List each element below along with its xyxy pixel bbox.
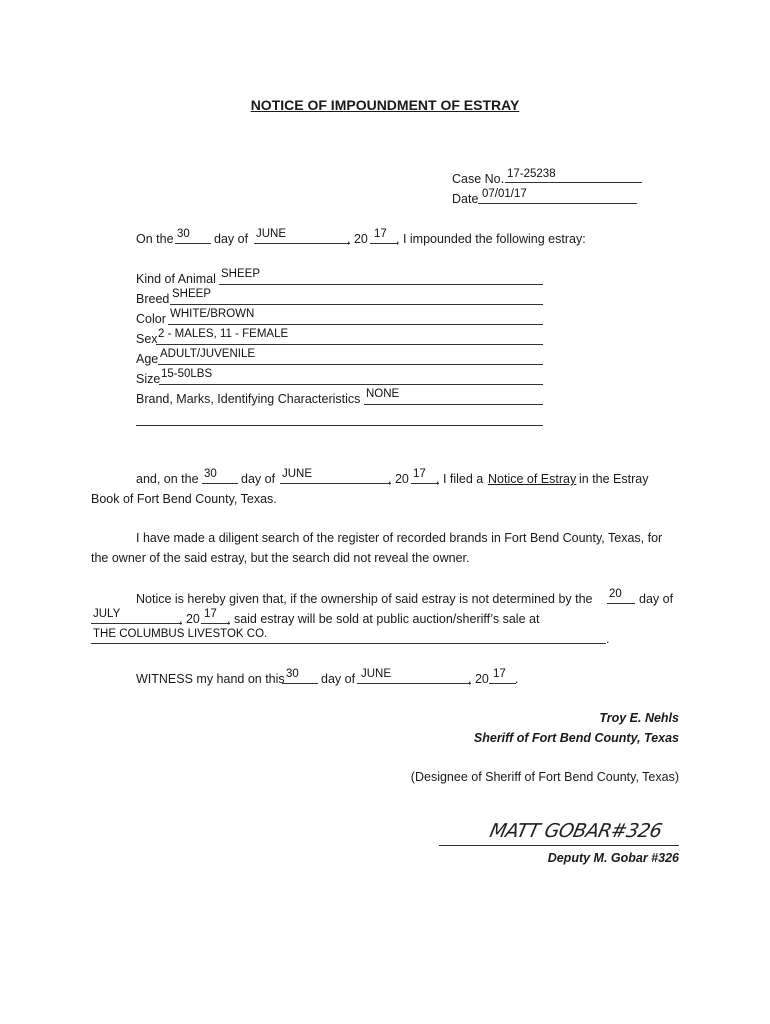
sex-line xyxy=(156,344,543,345)
deputy-signature: MATT GOBAR#326 xyxy=(487,820,664,842)
deputy-name: Deputy M. Gobar #326 xyxy=(547,851,679,865)
color-label: Color xyxy=(136,312,166,326)
brand-line xyxy=(364,404,543,405)
impound-month: JUNE xyxy=(256,228,287,240)
witness-day: 30 xyxy=(286,668,299,680)
sale-year-line xyxy=(201,623,230,624)
sale-year-prefix: , 20 xyxy=(179,612,200,626)
impound-year: 17 xyxy=(374,228,387,240)
witness-period: . xyxy=(515,672,519,686)
filed-i-filed: , I filed a xyxy=(436,472,484,486)
filed-year-prefix: , 20 xyxy=(388,472,409,486)
sale-period: . xyxy=(606,632,610,646)
sale-line2-tail: , said estray will be sold at public auction/sheriff’s sale at xyxy=(227,612,540,626)
impound-day: 30 xyxy=(177,228,190,240)
filed-line2: Book of Fort Bend County, Texas. xyxy=(91,492,277,506)
breed-label: Breed xyxy=(136,292,170,306)
filed-year-line xyxy=(411,483,439,484)
witness-day-line xyxy=(282,683,318,684)
filed-year: 17 xyxy=(413,468,426,480)
search-line1: I have made a diligent search of the register of recorded brands in Fort Bend County, Texas, for xyxy=(136,531,663,545)
date-label: Date xyxy=(452,192,479,206)
brand-value: NONE xyxy=(366,388,400,400)
signature-line xyxy=(439,845,679,846)
kind-line xyxy=(219,284,543,285)
impound-year-prefix: , 20 xyxy=(347,232,368,246)
brand-label: Brand, Marks, Identifying Characteristics xyxy=(136,392,361,406)
filed-month: JUNE xyxy=(282,468,313,480)
filed-day-line xyxy=(202,483,238,484)
age-line xyxy=(158,364,543,365)
impound-tail: , I impounded the following estray: xyxy=(396,232,586,246)
case-line xyxy=(505,182,642,183)
witness-year-line xyxy=(489,683,516,684)
age-value: ADULT/JUVENILE xyxy=(160,348,256,360)
impound-day-line xyxy=(175,243,211,244)
size-value: 15-50LBS xyxy=(161,368,213,380)
witness-text: WITNESS my hand on this xyxy=(136,672,285,686)
sex-label: Sex xyxy=(136,332,158,346)
sale-year: 17 xyxy=(204,608,217,620)
sheriff-designee: (Designee of Sheriff of Fort Bend County, Texas) xyxy=(410,770,679,784)
filed-month-line xyxy=(280,483,391,484)
breed-line xyxy=(170,304,543,305)
impound-day-of: day of xyxy=(214,232,249,246)
sale-day: 20 xyxy=(609,588,622,600)
sale-day-of: day of xyxy=(639,592,674,606)
notice-of-estray-link[interactable]: Notice of Estray xyxy=(488,472,577,486)
date-line xyxy=(478,203,637,204)
filed-in-the: in the Estray xyxy=(579,472,649,486)
witness-year-prefix: , 20 xyxy=(468,672,489,686)
sheriff-title: Sheriff of Fort Bend County, Texas xyxy=(473,731,679,745)
color-value: WHITE/BROWN xyxy=(170,308,255,320)
sex-value: 2 - MALES, 11 - FEMALE xyxy=(158,328,289,340)
age-label: Age xyxy=(136,352,159,366)
filed-day: 30 xyxy=(204,468,217,480)
witness-year: 17 xyxy=(493,668,506,680)
filed-and-on-the: and, on the xyxy=(136,472,199,486)
impound-on-the: On the xyxy=(136,232,174,246)
size-label: Size xyxy=(136,372,161,386)
witness-month-line xyxy=(357,683,471,684)
sheriff-name: Troy E. Nehls xyxy=(599,711,679,725)
witness-month: JUNE xyxy=(361,668,392,680)
witness-day-of: day of xyxy=(321,672,356,686)
sale-location-line xyxy=(91,643,606,644)
kind-label: Kind of Animal xyxy=(136,272,216,286)
breed-value: SHEEP xyxy=(172,288,211,300)
sale-location: THE COLUMBUS LIVESTOK CO. xyxy=(93,628,268,640)
document-title: NOTICE OF IMPOUNDMENT OF ESTRAY xyxy=(250,97,520,113)
sale-day-line xyxy=(607,603,635,604)
sale-month: JULY xyxy=(93,608,121,620)
case-number: 17-25238 xyxy=(507,168,556,180)
date-value: 07/01/17 xyxy=(482,188,527,200)
impound-month-line xyxy=(254,243,350,244)
color-line xyxy=(168,324,543,325)
search-line2: the owner of the said estray, but the search did not reveal the owner. xyxy=(91,551,470,565)
case-label: Case No. xyxy=(452,172,505,186)
sale-month-line xyxy=(91,623,182,624)
brand-extra-line xyxy=(136,425,543,426)
size-line xyxy=(159,384,543,385)
kind-value: SHEEP xyxy=(221,268,260,280)
impound-year-line xyxy=(370,243,398,244)
filed-day-of: day of xyxy=(241,472,276,486)
sale-line1: Notice is hereby given that, if the ownership of said estray is not determined by the xyxy=(136,592,593,606)
